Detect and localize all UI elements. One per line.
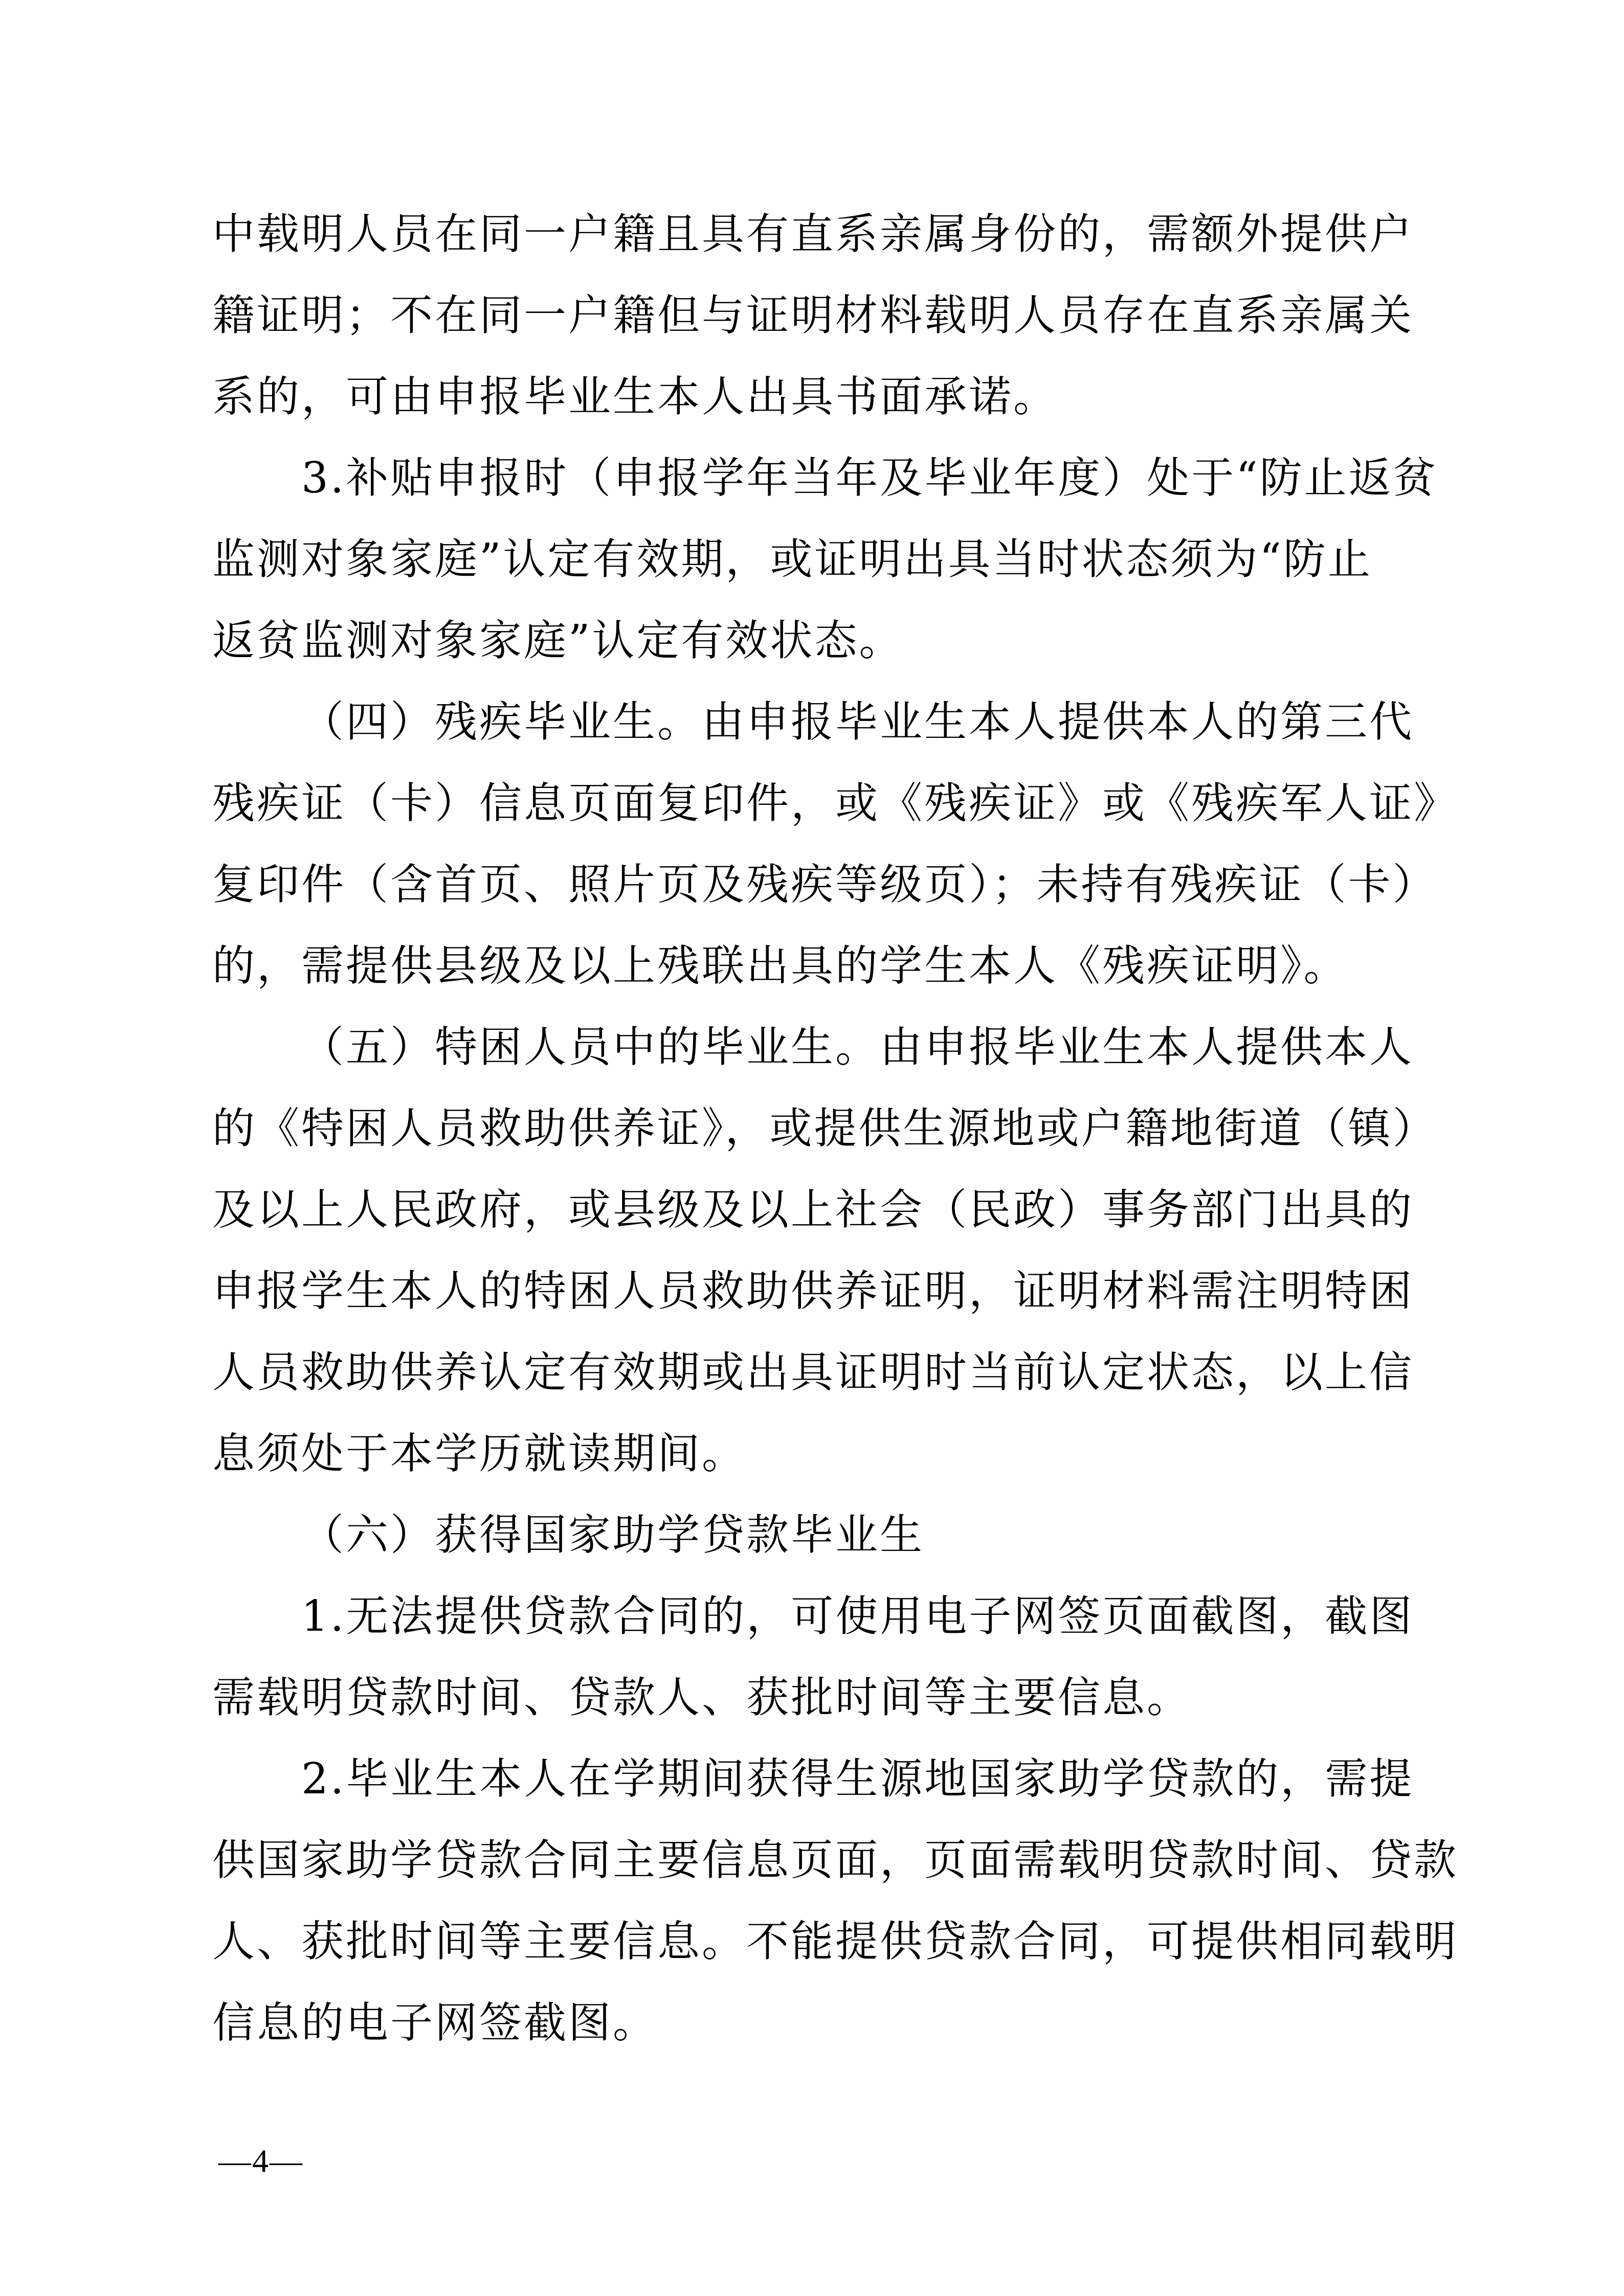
text-line: 1.无法提供贷款合同的，可使用电子网签页面截图，截图 — [301, 1591, 1414, 1641]
text-line: 系的，可由申报毕业生本人出具书面承诺。 — [212, 372, 1058, 421]
text-line: 的《特困人员救助供养证》，或提供生源地或户籍地街道（镇） — [212, 1104, 1437, 1153]
text-line: 中载明人员在同一户籍且具有直系亲属身份的，需额外提供户 — [212, 209, 1414, 259]
text-line: 信息的电子网签截图。 — [212, 1998, 657, 2047]
text-line: 需载明贷款时间、贷款人、获批时间等主要信息。 — [212, 1673, 1191, 1722]
text-line: 返贫监测对象家庭”认定有效状态。 — [212, 616, 904, 665]
text-line: 人、获批时间等主要信息。不能提供贷款合同，可提供相同载明 — [212, 1917, 1458, 1966]
text-line: 息须处于本学历就读期间。 — [212, 1429, 746, 1478]
text-line: 供国家助学贷款合同主要信息页面，页面需载明贷款时间、贷款 — [212, 1835, 1458, 1885]
text-line: 残疾证（卡）信息页面复印件，或《残疾证》或《残疾军人证》 — [212, 778, 1458, 828]
text-line: 人员救助供养认定有效期或出具证明时当前认定状态，以上信 — [212, 1347, 1414, 1397]
text-line: 籍证明；不在同一户籍但与证明材料载明人员存在直系亲属关 — [212, 290, 1414, 340]
text-line: （五）特困人员中的毕业生。由申报毕业生本人提供本人 — [301, 1022, 1414, 1072]
text-line: （六）获得国家助学贷款毕业生 — [301, 1510, 924, 1560]
page-number: —4— — [218, 2143, 303, 2179]
text-line: 复印件（含首页、照片页及残疾等级页）；未持有残疾证（卡） — [212, 860, 1437, 909]
text-line: （四）残疾毕业生。由申报毕业生本人提供本人的第三代 — [301, 697, 1414, 747]
text-line: 3.补贴申报时（申报学年当年及毕业年度）处于“防止返贫 — [301, 453, 1438, 503]
text-line: 监测对象家庭”认定有效期，或证明出具当时状态须为“防止 — [212, 534, 1372, 584]
text-block — [212, 193, 1458, 2063]
text-line: 2.毕业生本人在学期间获得生源地国家助学贷款的，需提 — [301, 1754, 1414, 1804]
text-line: 申报学生本人的特困人员救助供养证明，证明材料需注明特困 — [212, 1266, 1414, 1316]
text-line: 及以上人民政府，或县级及以上社会（民政）事务部门出具的 — [212, 1185, 1414, 1234]
text-line: 的，需提供县级及以上残联出具的学生本人《残疾证明》。 — [212, 941, 1348, 991]
